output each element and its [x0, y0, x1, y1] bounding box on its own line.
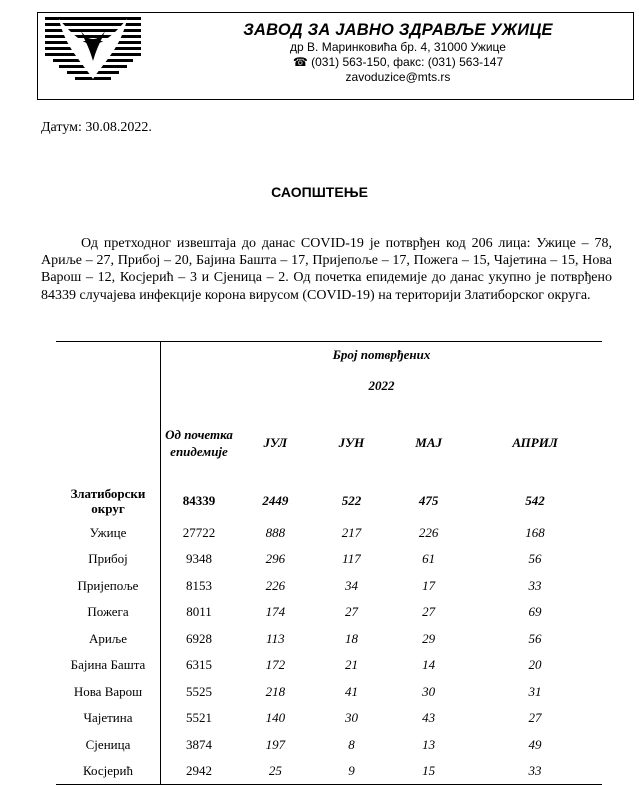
row-name: Пожега: [56, 599, 161, 626]
row-name: Бајина Башта: [56, 652, 161, 679]
cell-value: 217: [341, 524, 362, 540]
table-row: [56, 652, 602, 679]
announcement-paragraph: Од претходног извештаја до данас COVID-19 је потврђен код 206 лица: Ужице – 78, Ариље – 27, Прибој – 20, Бајина Башта – 17, Пријепоље – 17, Пожега – 15, Чајетина – 15, Нова Варош – 12, Косјерић – 3 и Сјеница – 2. Од почетка епидемије до данас укупно је потврђено 84339 случајева инфекције корона вирусом (COVID-19) на територији Златиборског округа.: [41, 236, 612, 303]
cell-value: 69: [528, 604, 542, 620]
table-row: [56, 679, 602, 706]
cell-since-start: 6928: [186, 630, 212, 646]
col-month-header: МАЈ: [415, 434, 443, 450]
cell-since-start: 8011: [186, 604, 212, 620]
cell-value: 226: [265, 577, 286, 593]
row-name: Пријепоље: [56, 573, 161, 600]
table-row: [56, 599, 602, 626]
year-header: 2022: [368, 377, 395, 393]
row-name: Ужице: [56, 520, 161, 547]
org-address: др В. Маринковића бр. 4, 31000 Ужице: [290, 40, 506, 54]
row-name: Златиборски округ: [56, 482, 161, 520]
cell-value: 226: [418, 524, 439, 540]
cell-value: 20: [528, 657, 542, 673]
cell-value: 888: [265, 524, 286, 540]
cell-value: 522: [341, 493, 362, 508]
cell-value: 172: [265, 657, 286, 673]
org-phone: ☎ (031) 563-150, факс: (031) 563-147: [292, 55, 504, 69]
cell-value: 41: [344, 683, 358, 699]
cell-value: 8: [348, 736, 355, 752]
cell-value: 17: [422, 577, 436, 593]
cell-value: 9: [314, 758, 390, 785]
cell-since-start: 6315: [186, 657, 212, 673]
cell-value: 31: [528, 683, 542, 699]
cell-value: 27: [344, 604, 358, 620]
table-row: [56, 626, 602, 653]
col-month-header: АПРИЛ: [512, 434, 558, 450]
col-month-header: ЈУЛ: [263, 434, 288, 450]
cell-value: 56: [528, 630, 542, 646]
org-name: ЗАВОД ЗА ЈАВНО ЗДРАВЉЕ УЖИЦЕ: [243, 21, 553, 39]
cell-value: 33: [528, 577, 542, 593]
cell-since-start: 27722: [182, 524, 216, 540]
table-row: [56, 705, 602, 732]
document-title: САОПШТЕЊЕ: [271, 184, 368, 200]
cell-value: 117: [342, 551, 361, 567]
cell-value: 56: [528, 551, 542, 567]
cell-value: 113: [266, 630, 285, 646]
cell-value: 27: [422, 604, 436, 620]
row-name: Ариље: [56, 626, 161, 653]
table-row: [56, 546, 602, 573]
cell-since-start: 84339: [182, 493, 216, 508]
org-info: [188, 21, 608, 85]
cell-value: 43: [422, 710, 436, 726]
cell-since-start: 9348: [186, 551, 212, 567]
cell-value: 174: [265, 604, 286, 620]
cell-value: 15: [389, 758, 468, 785]
cell-value: 296: [265, 551, 286, 567]
cell-value: 2449: [262, 493, 289, 508]
cell-value: 475: [418, 493, 439, 508]
document-date: Датум: 30.08.2022.: [41, 120, 152, 135]
cell-value: 18: [344, 630, 358, 646]
table-row: [56, 573, 602, 600]
cell-since-start: 8153: [186, 577, 212, 593]
cell-value: 49: [528, 736, 542, 752]
row-name: Чајетина: [56, 705, 161, 732]
cell-value: 25: [237, 758, 314, 785]
table-row: [56, 520, 602, 547]
cell-value: 30: [422, 683, 436, 699]
cell-value: 197: [265, 736, 286, 752]
cell-value: 34: [344, 577, 358, 593]
cell-since-start: 5525: [186, 683, 212, 699]
corner-cell: [56, 342, 161, 368]
cell-value: 61: [422, 551, 436, 567]
col-month-header: ЈУН: [338, 434, 365, 450]
cell-value: 168: [525, 524, 545, 540]
cell-value: 21: [344, 657, 358, 673]
col-since-start-header: Од почетка епидемије: [165, 426, 233, 459]
cell-value: 14: [422, 657, 436, 673]
cell-since-start: 3874: [186, 736, 212, 752]
cell-value: 30: [344, 710, 358, 726]
cell-value: 29: [422, 630, 436, 646]
row-name: Нова Варош: [56, 679, 161, 706]
row-name: Косјерић: [56, 758, 161, 785]
cell-value: 27: [528, 710, 542, 726]
row-name: Прибој: [56, 546, 161, 573]
institute-logo-icon: [45, 17, 141, 81]
group-header: Број потврђених: [161, 342, 603, 368]
cell-since-start: 2942: [161, 758, 238, 785]
cases-table: [56, 341, 602, 785]
letterhead: [37, 12, 634, 100]
cell-since-start: 5521: [186, 710, 212, 726]
cell-value: 542: [525, 493, 545, 508]
org-email: zavoduzice@mts.rs: [345, 70, 451, 84]
row-name: Сјеница: [56, 732, 161, 759]
table-row: [56, 758, 602, 785]
table-row: [56, 732, 602, 759]
cell-value: 13: [422, 736, 436, 752]
cell-value: 33: [468, 758, 602, 785]
cell-value: 218: [265, 683, 286, 699]
total-row: [56, 482, 602, 520]
cell-value: 140: [265, 710, 286, 726]
